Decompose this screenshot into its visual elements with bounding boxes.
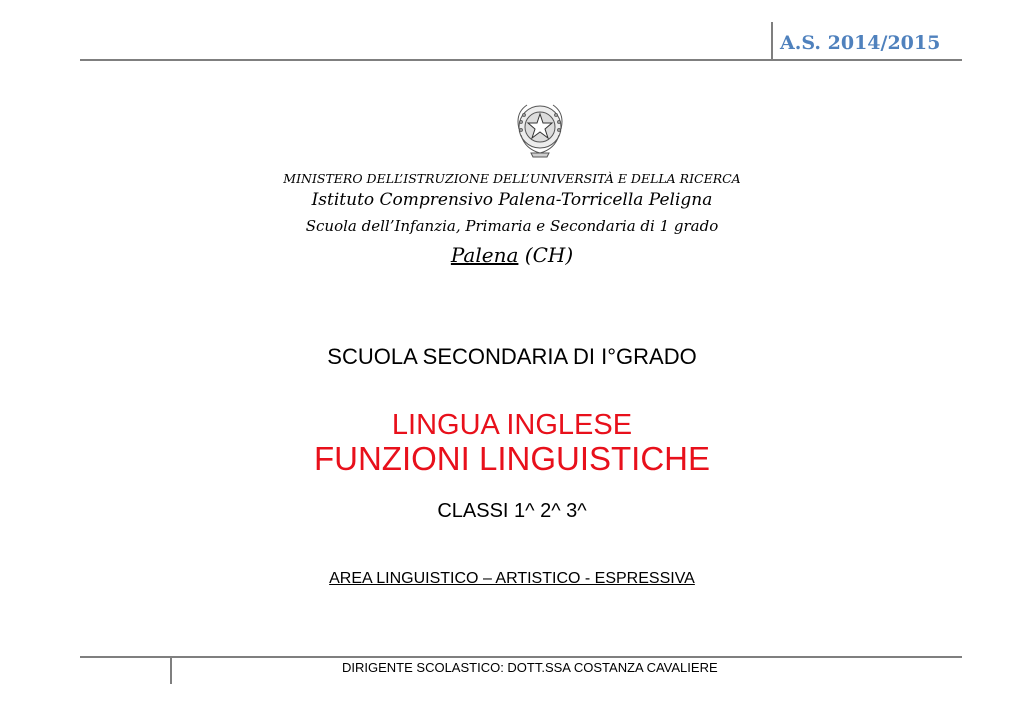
school-types: Scuola dell’Infanzia, Primaria e Secondaria di 1 grado bbox=[305, 217, 719, 235]
school-year: A.S. 2014/2015 bbox=[780, 32, 941, 54]
area-text: AREA LINGUISTICO – ARTISTICO - ESPRESSIVA bbox=[329, 570, 695, 587]
italian-republic-emblem-icon bbox=[511, 99, 569, 159]
classes-label: CLASSI 1^ 2^ 3^ bbox=[437, 500, 587, 522]
area-label bbox=[0, 570, 1024, 588]
header-divider bbox=[771, 22, 773, 61]
footer-divider bbox=[170, 656, 172, 684]
ministry-line: MINISTERO DELL’ISTRUZIONE DELL’UNIVERSITÀ E DELLA RICERCA bbox=[283, 171, 741, 186]
school-level: SCUOLA SECONDARIA DI I°GRADO bbox=[327, 344, 697, 369]
town-name: Palena bbox=[450, 243, 519, 267]
principal-line: DIRIGENTE SCOLASTICO: DOTT.SSA COSTANZA CAVALIERE bbox=[342, 660, 718, 675]
footer-rule bbox=[80, 656, 962, 658]
town-line bbox=[0, 243, 1024, 267]
topic-title: FUNZIONI LINGUISTICHE bbox=[313, 440, 711, 477]
header-rule bbox=[80, 59, 962, 61]
institute-name: Istituto Comprensivo Palena-Torricella Peligna bbox=[311, 190, 713, 210]
province: (CH) bbox=[524, 243, 574, 267]
subject-title: LINGUA INGLESE bbox=[391, 409, 633, 441]
